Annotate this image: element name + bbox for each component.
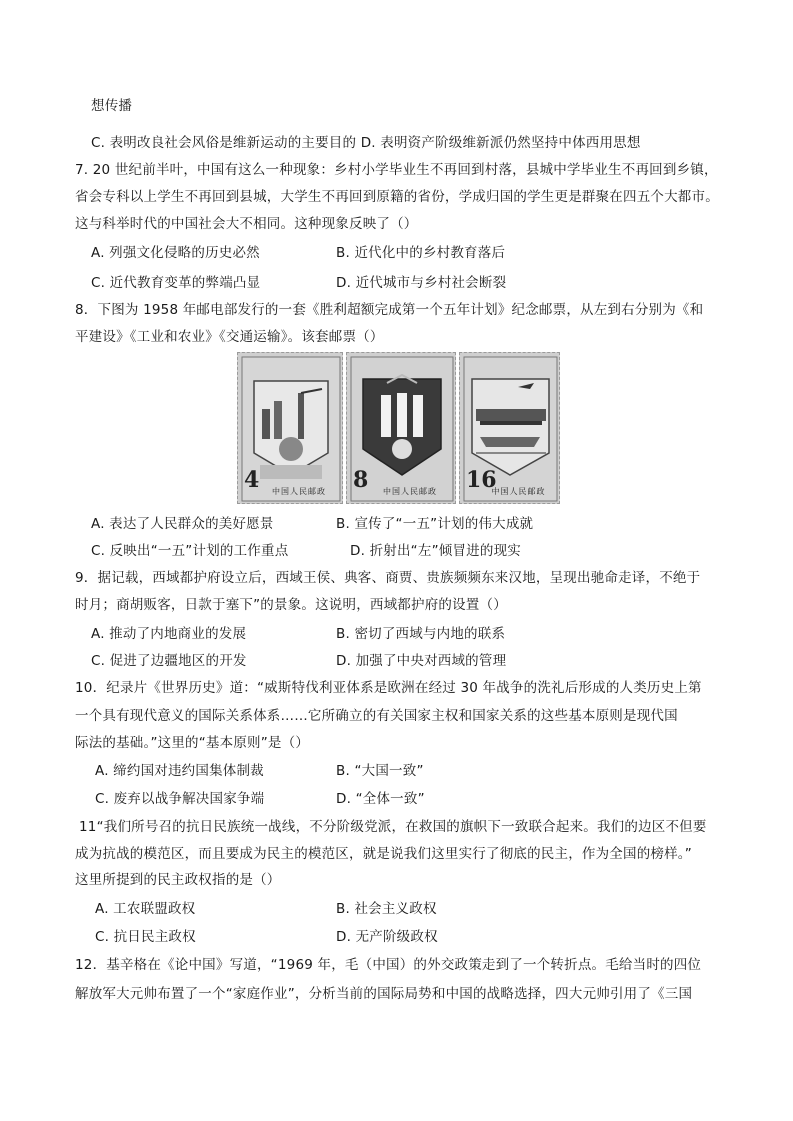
q10-option-b: B. “大国一致”	[336, 763, 424, 779]
q11-option-b: B. 社会主义政权	[336, 901, 437, 917]
q9-stem-line2: 时月；商胡贩客，日款于塞下”的景象。这说明，西域都护府的设置（）	[75, 597, 507, 613]
q11-stem-line2: 成为抗战的模范区，而且要成为民主的模范区，就是说我们这里实行了彻底的民主，作为全国的榜样。”	[75, 846, 692, 862]
q7-option-a: A. 列强文化侵略的历史必然	[91, 245, 260, 261]
stamp-1-issuer: 中国人民邮政	[272, 487, 326, 496]
q11-stem-line3: 这里所提到的民主政权指的是（）	[75, 872, 281, 888]
q9-option-a: A. 推动了内地商业的发展	[91, 626, 247, 642]
q7-option-b: B. 近代化中的乡村教育落后	[336, 245, 506, 261]
q11-option-c: C. 抗日民主政权	[95, 929, 196, 945]
q9-option-d: D. 加强了中央对西域的管理	[336, 653, 507, 669]
q7-option-c: C. 近代教育变革的弊端凸显	[91, 275, 261, 291]
q8-option-b: B. 宣传了“一五”计划的伟大成就	[336, 516, 534, 532]
q8-option-a: A. 表达了人民群众的美好愿景	[91, 516, 274, 532]
q11-option-d: D. 无产阶级政权	[336, 929, 438, 945]
continued-option-text: 想传播	[91, 98, 133, 114]
q12-stem-line2: 解放军大元帅布置了一个“家庭作业”，分析当前的国际局势和中国的战略选择，四大元帅引用了《三国	[75, 986, 693, 1002]
q8-stem-line2: 平建设》《工业和农业》《交通运输》。该套邮票（）	[75, 329, 384, 345]
q7-stem-line1: 7. 20 世纪前半叶，中国有这么一种现象：乡村小学毕业生不再回到村落，县城中学毕业生不再回到乡镇，	[75, 162, 718, 178]
q8-option-c: C. 反映出“一五”计划的工作重点	[91, 543, 289, 559]
stamp-2-value: 8	[353, 467, 369, 493]
q9-stem-line1: 9．据记载，西域都护府设立后，西域王侯、典客、商贾、贵族频频东来汉地，呈现出驰命走译，不绝于	[75, 570, 701, 586]
q7-stem-line2: 省会专科以上学生不再回到县城，大学生不再回到原籍的省份，学成归国的学生更是群聚在四五个大都市。	[75, 189, 719, 205]
stamp-peace-construction	[237, 352, 343, 504]
stamp-3-issuer: 中国人民邮政	[491, 487, 546, 496]
commemorative-stamps-image	[237, 352, 560, 504]
q10-option-d: D. “全体一致”	[336, 791, 425, 807]
q11-stem-line1: 11“我们所号召的抗日民族统一战线，不分阶级党派，在救国的旗帜下一致联合起来。我们的边区不但要	[79, 819, 707, 835]
q10-option-a: A. 缔约国对违约国集体制裁	[95, 763, 264, 779]
q10-stem-line2: 一个具有现代意义的国际关系体系……它所确立的有关国家主权和国家关系的这些基本原则是现代国	[75, 708, 678, 724]
q6-options-cd: C. 表明改良社会风俗是维新运动的主要目的 D. 表明资产阶级维新派仍然坚持中体西用思想	[91, 135, 641, 151]
q10-stem-line1: 10．纪录片《世界历史》道：“威斯特伐利亚体系是欧洲在经过 30 年战争的洗礼后形成的人类历史上第	[75, 680, 702, 696]
q9-option-b: B. 密切了西域与内地的联系	[336, 626, 506, 642]
q12-stem-line1: 12．基辛格在《论中国》写道，“1969 年，毛（中国）的外交政策走到了一个转折点。毛给当时的四位	[75, 957, 702, 973]
q8-stem-line1: 8．下图为 1958 年邮电部发行的一套《胜利超额完成第一个五年计划》纪念邮票，从左到右分别为《和	[75, 302, 704, 318]
stamp-1-value: 4	[244, 467, 260, 493]
q9-option-c: C. 促进了边疆地区的开发	[91, 653, 247, 669]
q10-stem-line3: 际法的基础。”这里的“基本原则”是（）	[75, 735, 310, 751]
q7-stem-line3: 这与科举时代的中国社会大不相同。这种现象反映了（）	[75, 216, 418, 232]
q8-option-d: D. 折射出“左”倾冒进的现实	[350, 543, 521, 559]
stamp-transportation	[459, 352, 560, 504]
q10-option-c: C. 废弃以战争解决国家争端	[95, 791, 265, 807]
stamp-3-value: 16	[466, 467, 497, 493]
stamp-industry-agriculture	[346, 352, 456, 504]
stamp-2-issuer: 中国人民邮政	[383, 487, 437, 496]
q7-option-d: D. 近代城市与乡村社会断裂	[336, 275, 507, 291]
q11-option-a: A. 工农联盟政权	[95, 901, 196, 917]
